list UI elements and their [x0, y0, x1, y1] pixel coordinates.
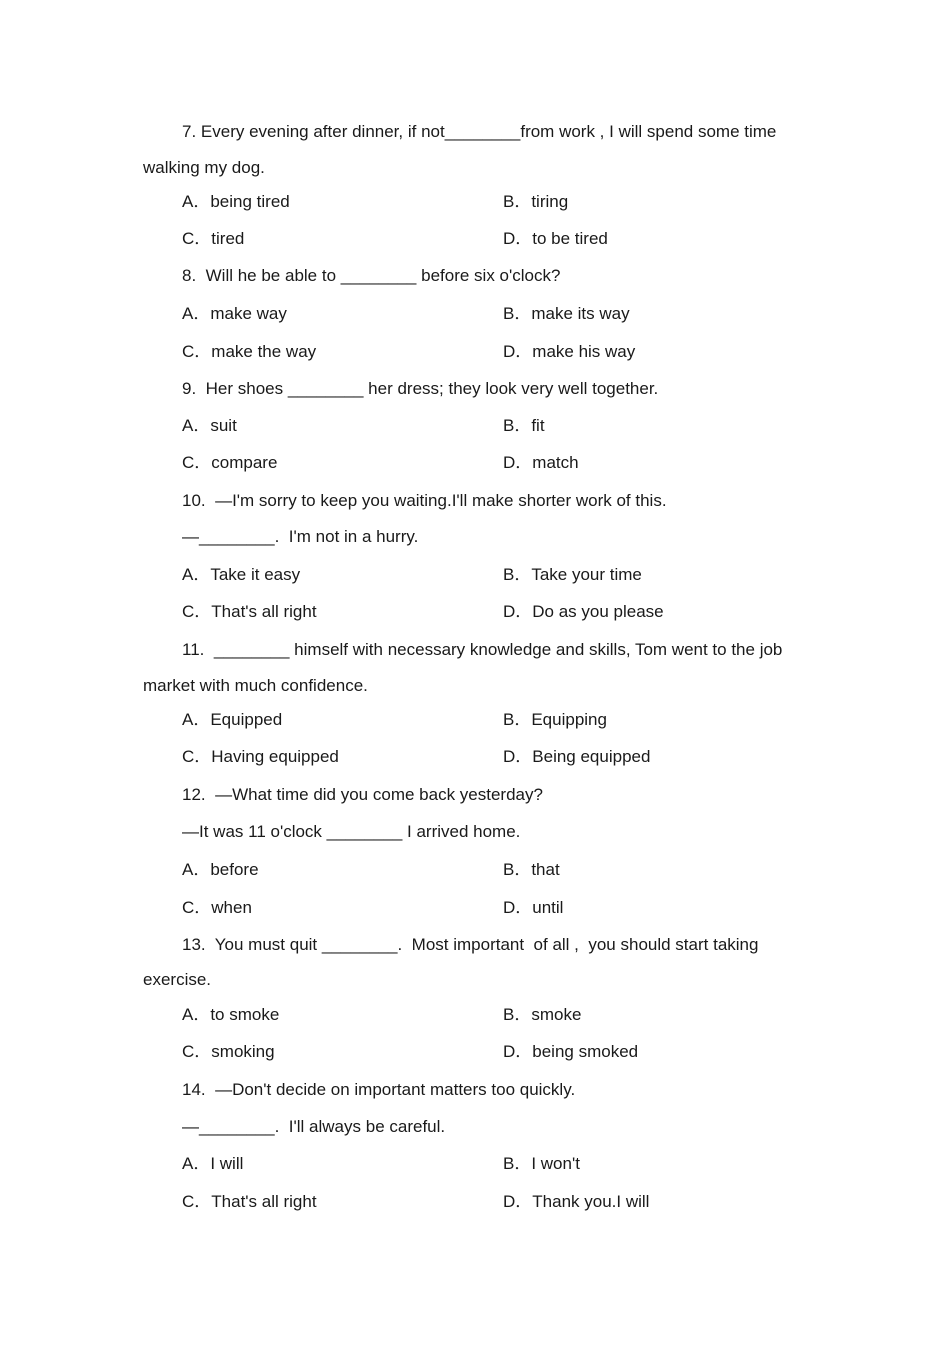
- question-11-option-d: D．Being equipped: [503, 747, 651, 766]
- question-8-option-b: B．make its way: [503, 304, 630, 323]
- question-12-option-c: C．when: [182, 898, 252, 917]
- question-10-reply: —________. I'm not in a hurry.: [182, 527, 419, 546]
- question-7-option-c: C．tired: [182, 229, 245, 248]
- question-14-reply: —________. I'll always be careful.: [182, 1117, 446, 1136]
- question-12-option-b: B．that: [503, 860, 560, 879]
- question-13-stem-continued: exercise.: [143, 970, 212, 989]
- question-13-option-b: B．smoke: [503, 1005, 582, 1024]
- question-12-stem: 12. —What time did you come back yesterday?: [182, 785, 543, 804]
- question-7-option-d: D．to be tired: [503, 229, 608, 248]
- question-9-option-a: A．suit: [182, 416, 237, 435]
- question-9-stem: 9. Her shoes ________ her dress; they look very well together.: [182, 379, 659, 398]
- question-10-stem: 10. —I'm sorry to keep you waiting.I'll make shorter work of this.: [182, 491, 667, 510]
- question-13-option-c: C．smoking: [182, 1042, 275, 1061]
- question-12-option-a: A．before: [182, 860, 259, 879]
- question-11-stem-continued: market with much confidence.: [143, 676, 368, 695]
- question-14-option-b: B．I won't: [503, 1154, 580, 1173]
- question-13-stem: 13. You must quit ________. Most important of all , you should start taking: [182, 935, 759, 954]
- question-10-option-b: B．Take your time: [503, 565, 642, 584]
- question-11-stem: 11. ________ himself with necessary knowledge and skills, Tom went to the job: [182, 640, 783, 659]
- question-8-stem: 8. Will he be able to ________ before six o'clock?: [182, 266, 561, 285]
- question-9-option-b: B．fit: [503, 416, 545, 435]
- question-10-option-d: D．Do as you please: [503, 602, 664, 621]
- question-8-option-d: D．make his way: [503, 342, 636, 361]
- question-14-option-c: C．That's all right: [182, 1192, 317, 1211]
- question-7-option-b: B．tiring: [503, 192, 569, 211]
- question-12-option-d: D．until: [503, 898, 564, 917]
- question-14-option-d: D．Thank you.I will: [503, 1192, 650, 1211]
- question-8-option-a: A．make way: [182, 304, 287, 323]
- question-8-option-c: C．make the way: [182, 342, 317, 361]
- question-11-option-b: B．Equipping: [503, 710, 607, 729]
- question-14-option-a: A．I will: [182, 1154, 244, 1173]
- question-13-option-d: D．being smoked: [503, 1042, 639, 1061]
- question-12-reply: —It was 11 o'clock ________ I arrived home.: [182, 822, 521, 841]
- question-13-option-a: A．to smoke: [182, 1005, 280, 1024]
- question-10-option-a: A．Take it easy: [182, 565, 301, 584]
- question-7-option-a: A．being tired: [182, 192, 290, 211]
- question-10-option-c: C．That's all right: [182, 602, 317, 621]
- question-7-stem-continued: walking my dog.: [143, 158, 265, 177]
- question-11-option-a: A．Equipped: [182, 710, 283, 729]
- question-9-option-d: D．match: [503, 453, 579, 472]
- question-9-option-c: C．compare: [182, 453, 278, 472]
- question-14-stem: 14. —Don't decide on important matters too quickly.: [182, 1080, 576, 1099]
- question-11-option-c: C．Having equipped: [182, 747, 339, 766]
- question-7-stem: 7. Every evening after dinner, if not________from work , I will spend some time: [182, 122, 777, 141]
